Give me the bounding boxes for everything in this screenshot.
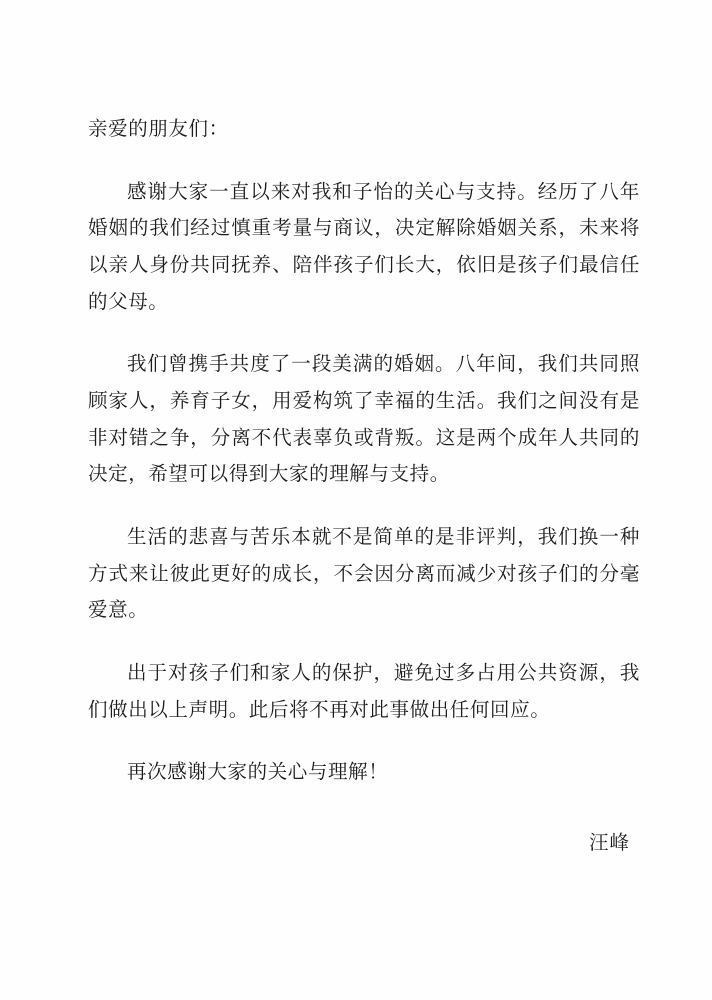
paragraph-4: 出于对孩子们和家人的保护，避免过多占用公共资源，我们做出以上声明。此后将不再对此事做出任何回应。 [88, 662, 640, 721]
statement-body [88, 112, 640, 861]
signature-block [88, 826, 640, 861]
salutation-line: 亲爱的朋友们： [88, 119, 229, 140]
paragraph-1: 感谢大家一直以来对我和子怡的关心与支持。经历了八年婚姻的我们经过慎重考量与商议，决定解除婚姻关系，未来将以亲人身份共同抚养、陪伴孩子们长大，依旧是孩子们最信任的父母。 [88, 181, 640, 313]
paragraph-3: 生活的悲喜与苦乐本就不是简单的是非评判，我们换一种方式来让彼此更好的成长，不会因分离而减少对孩子们的分毫爱意。 [88, 526, 640, 622]
signature-name: 汪峰 [588, 832, 630, 854]
paragraph-2: 我们曾携手共度了一段美满的婚姻。八年间，我们共同照顾家人，养育子女，用爱构筑了幸福的生活。我们之间没有是非对错之争，分离不代表辜负或背叛。这是两个成年人共同的决定，希望可以得到大家的理解与支持。 [88, 354, 640, 486]
closing-thanks: 再次感谢大家的关心与理解！ [127, 762, 389, 784]
